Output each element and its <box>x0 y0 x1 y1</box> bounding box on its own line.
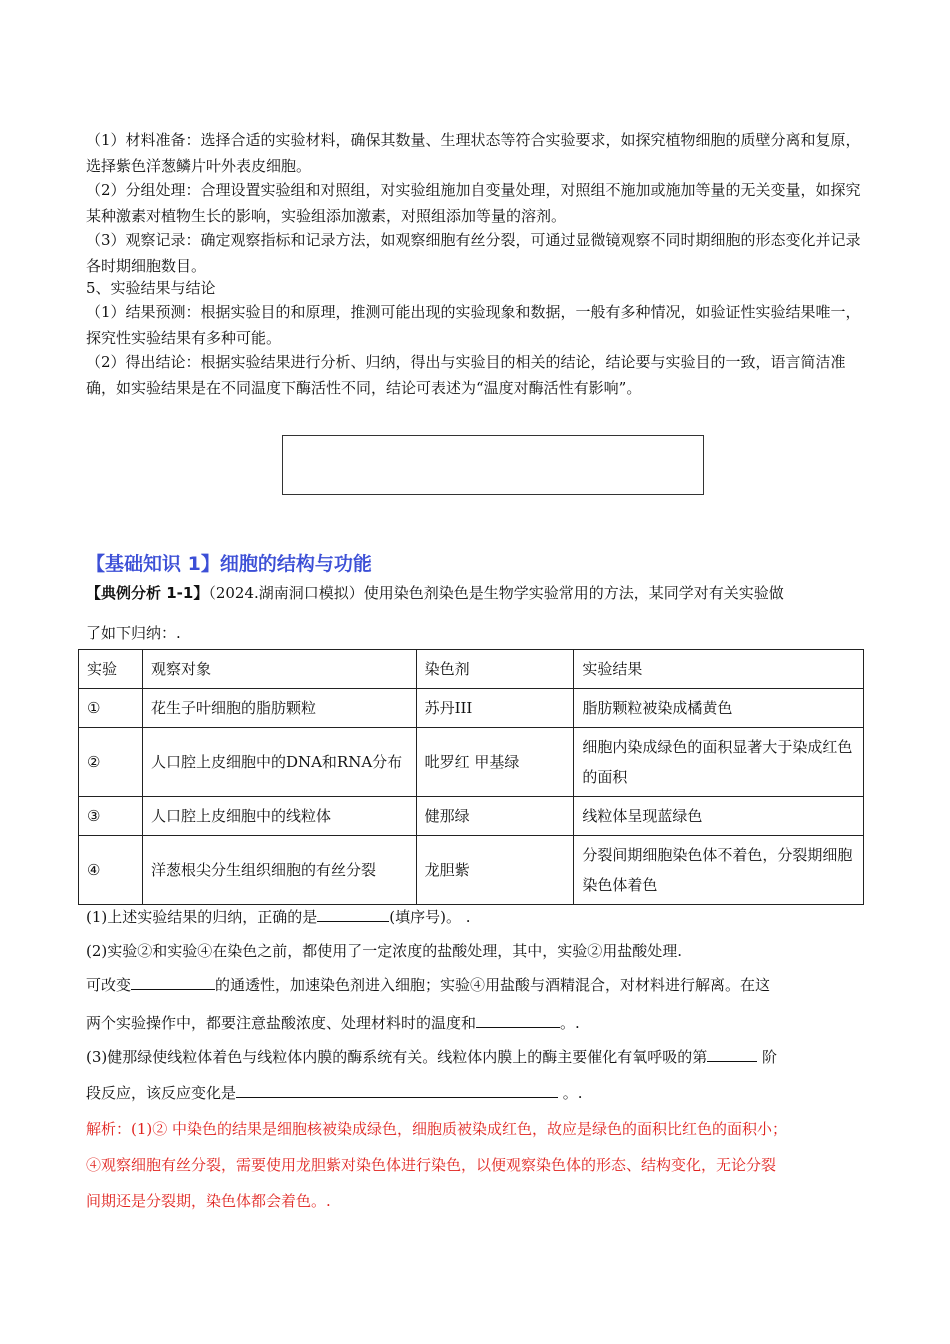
table-cell-dye: 苏丹III <box>416 689 574 728</box>
table-cell-result: 线粒体呈现蓝绿色 <box>574 797 864 836</box>
table-header-cell: 染色剂 <box>416 650 574 689</box>
staining-table <box>78 649 864 905</box>
table-cell-id: ③ <box>79 797 143 836</box>
section-title-results: 5、实验结果与结论 <box>86 279 216 297</box>
question-3-text-c: 段反应，该反应变化是 <box>86 1084 237 1102</box>
table-cell-object: 花生子叶细胞的脂肪颗粒 <box>142 689 416 728</box>
table-header-row <box>79 650 864 689</box>
table-cell-object: 洋葱根尖分生组织细胞的有丝分裂 <box>142 836 416 905</box>
question-1-suffix: (填序号)。 . <box>389 908 471 926</box>
table-cell-id: ② <box>79 728 143 797</box>
table-cell-dye: 健那绿 <box>416 797 574 836</box>
table-header-cell: 实验结果 <box>574 650 864 689</box>
example-intro-cont: 了如下归纳：. <box>86 624 181 642</box>
table-cell-dye: 吡罗红 甲基绿 <box>416 728 574 797</box>
question-3-text-a: (3)健那绿使线粒体着色与线粒体内膜的酶系统有关。线粒体内膜上的酶主要催化有氧呼吸的第 <box>86 1048 708 1066</box>
table-cell-id: ① <box>79 689 143 728</box>
answer-blank-3[interactable] <box>476 1011 560 1028</box>
question-2-text-c: 两个实验操作中，都要注意盐酸浓度、处理材料时的温度和 <box>86 1014 477 1032</box>
question-2-text-a: 可改变 <box>86 976 132 994</box>
answer-line-1: 解析：(1)② 中染色的结果是细胞核被染成绿色，细胞质被染成红色，故应是绿色的面积比红色的面积小； <box>86 1120 788 1138</box>
paragraph-observation: （3）观察记录：确定观察指标和记录方法，如观察细胞有丝分裂，可通过显微镜观察不同时期细胞的形态变化并记录各时期细胞数目。 <box>86 231 861 275</box>
answer-blank-1[interactable] <box>317 905 389 922</box>
answer-blank-4[interactable] <box>707 1045 757 1062</box>
table-cell-dye: 龙胆紫 <box>416 836 574 905</box>
table-header-cell: 实验 <box>79 650 143 689</box>
question-2-line-1: (2)实验②和实验④在染色之前，都使用了一定浓度的盐酸处理，其中，实验②用盐酸处理. <box>86 942 683 960</box>
example-text: （2024.湖南洞口模拟）使用染色剂染色是生物学实验常用的方法，某同学对有关实验做 <box>208 584 784 602</box>
answer-line-2: ④观察细胞有丝分裂，需要使用龙胆紫对染色体进行染色，以便观察染色体的形态、结构变化，无论分裂 <box>86 1156 777 1174</box>
question-1-text: (1)上述实验结果的归纳，正确的是 <box>86 908 318 926</box>
question-2-text-b: 的通透性，加速染色剂进入细胞；实验④用盐酸与酒精混合，对材料进行解离。在这 <box>215 976 771 994</box>
paragraph-material-prep: （1）材料准备：选择合适的实验材料，确保其数量、生理状态等符合实验要求，如探究植物细胞的质壁分离和复原，选择紫色洋葱鳞片叶外表皮细胞。 <box>86 131 861 175</box>
question-1 <box>86 905 866 929</box>
table-row <box>79 797 864 836</box>
question-3-text-b: 阶 <box>757 1048 778 1066</box>
paragraph-conclusion: （2）得出结论：根据实验结果进行分析、归纳，得出与实验目的相关的结论，结论要与实验目的一致，语言简洁准确，如实验结果是在不同温度下酶活性不同，结论可表述为“温度对酶活性有影响”。 <box>86 353 846 397</box>
question-2-line-2 <box>86 973 866 997</box>
example-label: 【典例分析 1-1】 <box>86 584 209 602</box>
table-cell-object: 人口腔上皮细胞中的线粒体 <box>142 797 416 836</box>
answer-blank-5[interactable] <box>236 1081 558 1098</box>
question-3-text-d: 。. <box>558 1084 583 1102</box>
example-intro <box>86 580 866 606</box>
question-2-line-3 <box>86 1011 866 1035</box>
question-2-text-d: 。. <box>560 1014 580 1032</box>
table-row <box>79 689 864 728</box>
table-cell-result: 分裂间期细胞染色体不着色，分裂期细胞染色体着色 <box>574 836 864 905</box>
section-heading: 【基础知识 1】细胞的结构与功能 <box>86 553 372 575</box>
table-cell-object: 人口腔上皮细胞中的DNA和RNA分布 <box>142 728 416 797</box>
table-row <box>79 836 864 905</box>
paragraph-grouping: （2）分组处理：合理设置实验组和对照组，对实验组施加自变量处理，对照组不施加或施加等量的无关变量，如探究某种激素对植物生长的影响，实验组添加激素，对照组添加等量的溶剂。 <box>86 181 861 225</box>
empty-text-box <box>282 435 704 495</box>
paragraph-prediction: （1）结果预测：根据实验目的和原理，推测可能出现的实验现象和数据，一般有多种情况，如验证性实验结果唯一，探究性实验结果有多种可能。 <box>86 303 861 347</box>
table-cell-result: 细胞内染成绿色的面积显著大于染成红色的面积 <box>574 728 864 797</box>
question-3-line-1 <box>86 1045 866 1069</box>
answer-blank-2[interactable] <box>131 973 215 990</box>
table-row <box>79 728 864 797</box>
table-header-cell: 观察对象 <box>142 650 416 689</box>
question-3-line-2 <box>86 1081 866 1105</box>
table-cell-result: 脂肪颗粒被染成橘黄色 <box>574 689 864 728</box>
table-cell-id: ④ <box>79 836 143 905</box>
answer-line-3: 间期还是分裂期，染色体都会着色。. <box>86 1192 331 1210</box>
